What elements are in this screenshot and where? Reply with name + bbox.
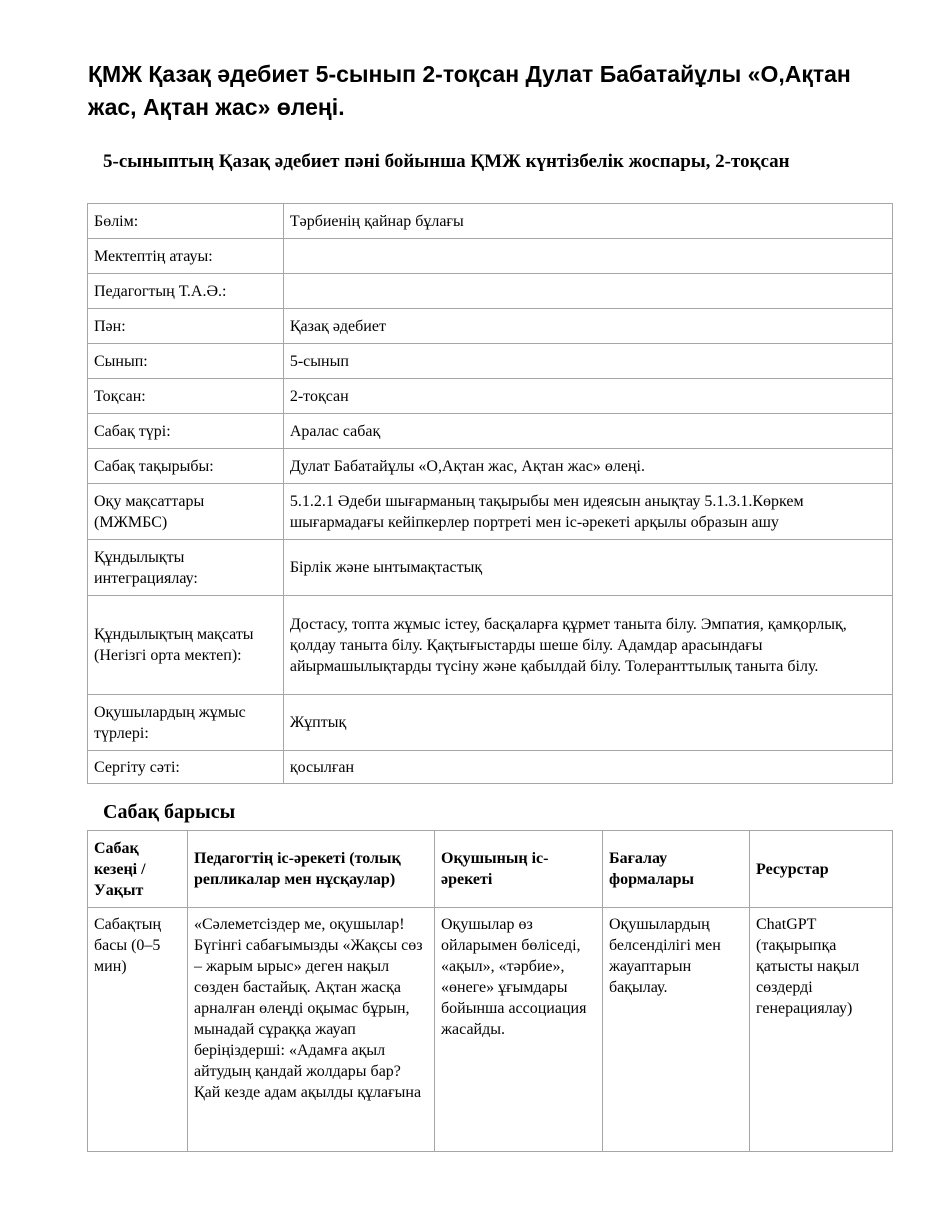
table-row: [88, 908, 893, 1152]
lesson-stage-cell: Сабақтың басы (0–5 мин): [88, 908, 188, 1152]
info-label: Сергіту сәті:: [88, 751, 284, 784]
info-label: Оқу мақсаттары (МЖМБС): [88, 484, 284, 540]
info-value: Бірлік және ынтымақтастық: [283, 540, 892, 596]
teacher-activity-cell: «Сәлеметсіздер ме, оқушылар! Бүгінгі сабағымызды «Жақсы сөз – жарым ырыс» деген нақыл сөзден бастайық. Ақтан жасқа арналған өлеңді оқымас бұрын, мынадай сұраққа жауап беріңіздерші: «Адамға ақыл айтудың қандай жолдары бар? Қай кезде адам ақылды құлағына: [188, 908, 435, 1152]
table-row: [88, 239, 893, 274]
info-value: [283, 274, 892, 309]
column-header: Ресурстар: [750, 831, 893, 908]
table-row: [88, 540, 893, 596]
info-label: Сабақ түрі:: [88, 414, 284, 449]
assessment-cell: Оқушылардың белсенділігі мен жауаптарын бақылау.: [603, 908, 750, 1152]
info-value: Жұптық: [283, 695, 892, 751]
column-header: Сабақ кезеңі / Уақыт: [88, 831, 188, 908]
info-label: Бөлім:: [88, 204, 284, 239]
info-label: Сабақ тақырыбы:: [88, 449, 284, 484]
column-header: Бағалау формалары: [603, 831, 750, 908]
document-title: ҚМЖ Қазақ әдебиет 5-сынып 2-тоқсан Дулат Бабатайұлы «О,Ақтан жас, Ақтан жас» өлеңі.: [88, 61, 851, 120]
table-row: [88, 274, 893, 309]
column-header: Оқушының іс-әрекеті: [435, 831, 603, 908]
table-row: [88, 596, 893, 695]
student-activity-cell: Оқушылар өз ойларымен бөліседі, «ақыл», «тәрбие», «өнеге» ұғымдары бойынша ассоциация жасайды.: [435, 908, 603, 1152]
table-row: [88, 695, 893, 751]
info-label: Тоқсан:: [88, 379, 284, 414]
info-value: 5-сынып: [283, 344, 892, 379]
info-label: Педагогтың Т.А.Ә.:: [88, 274, 284, 309]
info-value: Қазақ әдебиет: [283, 309, 892, 344]
info-label: Құндылықты интеграциялау:: [88, 540, 284, 596]
info-label: Сынып:: [88, 344, 284, 379]
resources-cell: ChatGPT (тақырыпқа қатысты нақыл сөздерді генерациялау): [750, 908, 893, 1152]
lesson-info-table: [87, 203, 893, 784]
info-value: Дулат Бабатайұлы «О,Ақтан жас, Ақтан жас» өлеңі.: [283, 449, 892, 484]
info-value: 2-тоқсан: [283, 379, 892, 414]
info-label: Құндылықтың мақсаты (Негізгі орта мектеп):: [88, 596, 284, 695]
info-label: Пән:: [88, 309, 284, 344]
table-row: [88, 344, 893, 379]
table-row: [88, 449, 893, 484]
table-header-row: [88, 831, 893, 908]
lesson-flow-table: [87, 830, 893, 1152]
info-value: Достасу, топта жұмыс істеу, басқаларға құрмет таныта білу. Эмпатия, қамқорлық, қолдау таныта білу. Қақтығыстарды шеше білу. Адамдар арасындағы айырмашылықтарды түсіну және қабылдай білу. Толеранттылық таныта білу.: [283, 596, 892, 695]
column-header: Педагогтің іс-әрекеті (толық репликалар мен нұсқаулар): [188, 831, 435, 908]
table-row: [88, 204, 893, 239]
info-label: Мектептің атауы:: [88, 239, 284, 274]
table-row: [88, 484, 893, 540]
info-value: [283, 239, 892, 274]
info-value: қосылған: [283, 751, 892, 784]
lesson-section-title: Сабақ барысы: [103, 801, 236, 823]
table-row: [88, 751, 893, 784]
info-value: Аралас сабақ: [283, 414, 892, 449]
info-label: Оқушылардың жұмыс түрлері:: [88, 695, 284, 751]
table-row: [88, 309, 893, 344]
document-subtitle: 5-сыныптың Қазақ әдебиет пәні бойынша ҚМЖ күнтізбелік жоспары, 2-тоқсан: [103, 151, 790, 172]
info-value: 5.1.2.1 Әдеби шығарманың тақырыбы мен идеясын анықтау 5.1.3.1.Көркем шығармадағы кейіпкерлер портреті мен іс-әрекеті арқылы образын ашу: [283, 484, 892, 540]
table-row: [88, 379, 893, 414]
table-row: [88, 414, 893, 449]
info-value: Тәрбиенің қайнар бұлағы: [283, 204, 892, 239]
